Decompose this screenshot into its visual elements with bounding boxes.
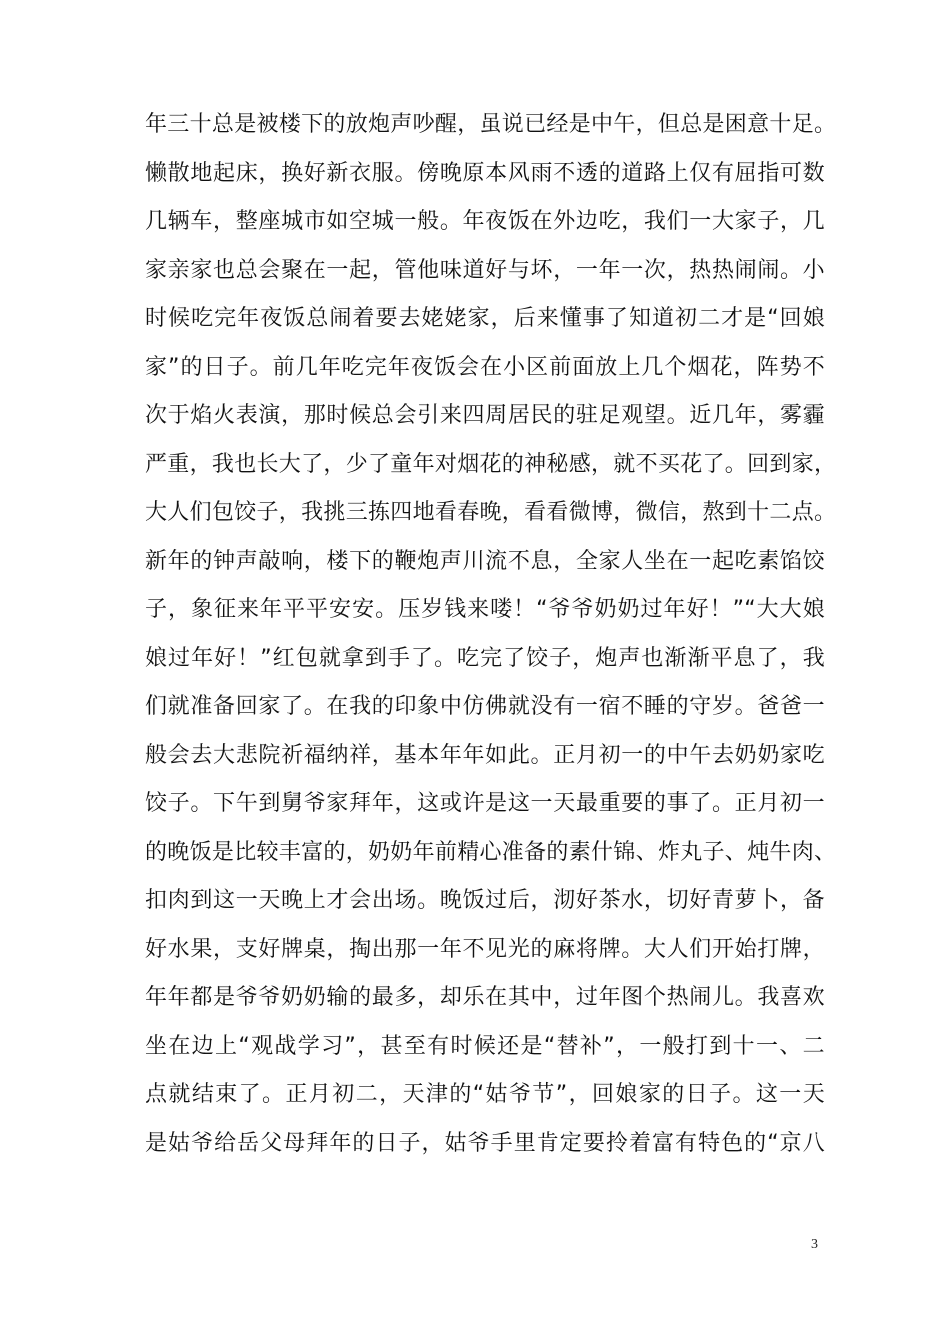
body-text [145, 101, 837, 1168]
text-line: 年三十总是被楼下的放炮声吵醒，虽说已经是中午，但总是困意十足。 [145, 112, 837, 137]
text-line: 般会去大悲院祈福纳祥，基本年年如此。正月初一的中午去奶奶家吃 [145, 742, 825, 768]
text-line: 家”的日子。前几年吃完年夜饭会在小区前面放上几个烟花，阵势不 [145, 354, 825, 380]
text-line: 家亲家也总会聚在一起，管他味道好与坏，一年一次，热热闹闹。小 [145, 257, 825, 283]
text-line: 时候吃完年夜饭总闹着要去姥姥家，后来懂事了知道初二才是“回娘 [145, 306, 825, 331]
text-line: 几辆车，整座城市如空城一般。年夜饭在外边吃，我们一大家子，几 [145, 209, 825, 234]
text-line: 娘过年好！”红包就拿到手了。吃完了饺子，炮声也渐渐平息了，我 [145, 645, 825, 671]
text-line: 新年的钟声敲响，楼下的鞭炮声川流不息，全家人坐在一起吃素馅饺 [145, 548, 825, 574]
text-line: 是姑爷给岳父母拜年的日子，姑爷手里肯定要拎着富有特色的“京八 [145, 1130, 825, 1156]
text-line: 子，象征来年平平安安。压岁钱来喽！“爷爷奶奶过年好！”“大大娘 [145, 597, 825, 622]
text-line: 大人们包饺子，我挑三拣四地看春晚，看看微博，微信，熬到十二点。 [145, 500, 837, 525]
text-line: 懒散地起床，换好新衣服。傍晚原本风雨不透的道路上仅有屈指可数 [145, 160, 825, 186]
text-line: 饺子。下午到舅爷家拜年，这或许是这一天最重要的事了。正月初一 [145, 791, 825, 816]
text-line: 次于焰火表演，那时候总会引来四周居民的驻足观望。近几年，雾霾 [145, 403, 825, 428]
page-number: 3 [811, 1237, 818, 1252]
text-line: 严重，我也长大了，少了童年对烟花的神秘感，就不买花了。回到家， [145, 451, 837, 477]
text-line: 们就准备回家了。在我的印象中仿佛就没有一宿不睡的守岁。爸爸一 [145, 694, 825, 719]
text-line: 好水果，支好牌桌，掏出那一年不见光的麻将牌。大人们开始打牌， [145, 936, 825, 962]
text-line: 的晚饭是比较丰富的，奶奶年前精心准备的素什锦、炸丸子、炖牛肉、 [145, 839, 837, 865]
text-line: 扣肉到这一天晚上才会出场。晚饭过后，沏好茶水，切好青萝卜，备 [145, 888, 825, 913]
text-line: 坐在边上“观战学习”，甚至有时候还是“替补”，一般打到十一、二 [145, 1033, 825, 1059]
text-line: 年年都是爷爷奶奶输的最多，却乐在其中，过年图个热闹儿。我喜欢 [145, 985, 825, 1010]
text-line: 点就结束了。正月初二，天津的“姑爷节”，回娘家的日子。这一天 [145, 1082, 825, 1107]
